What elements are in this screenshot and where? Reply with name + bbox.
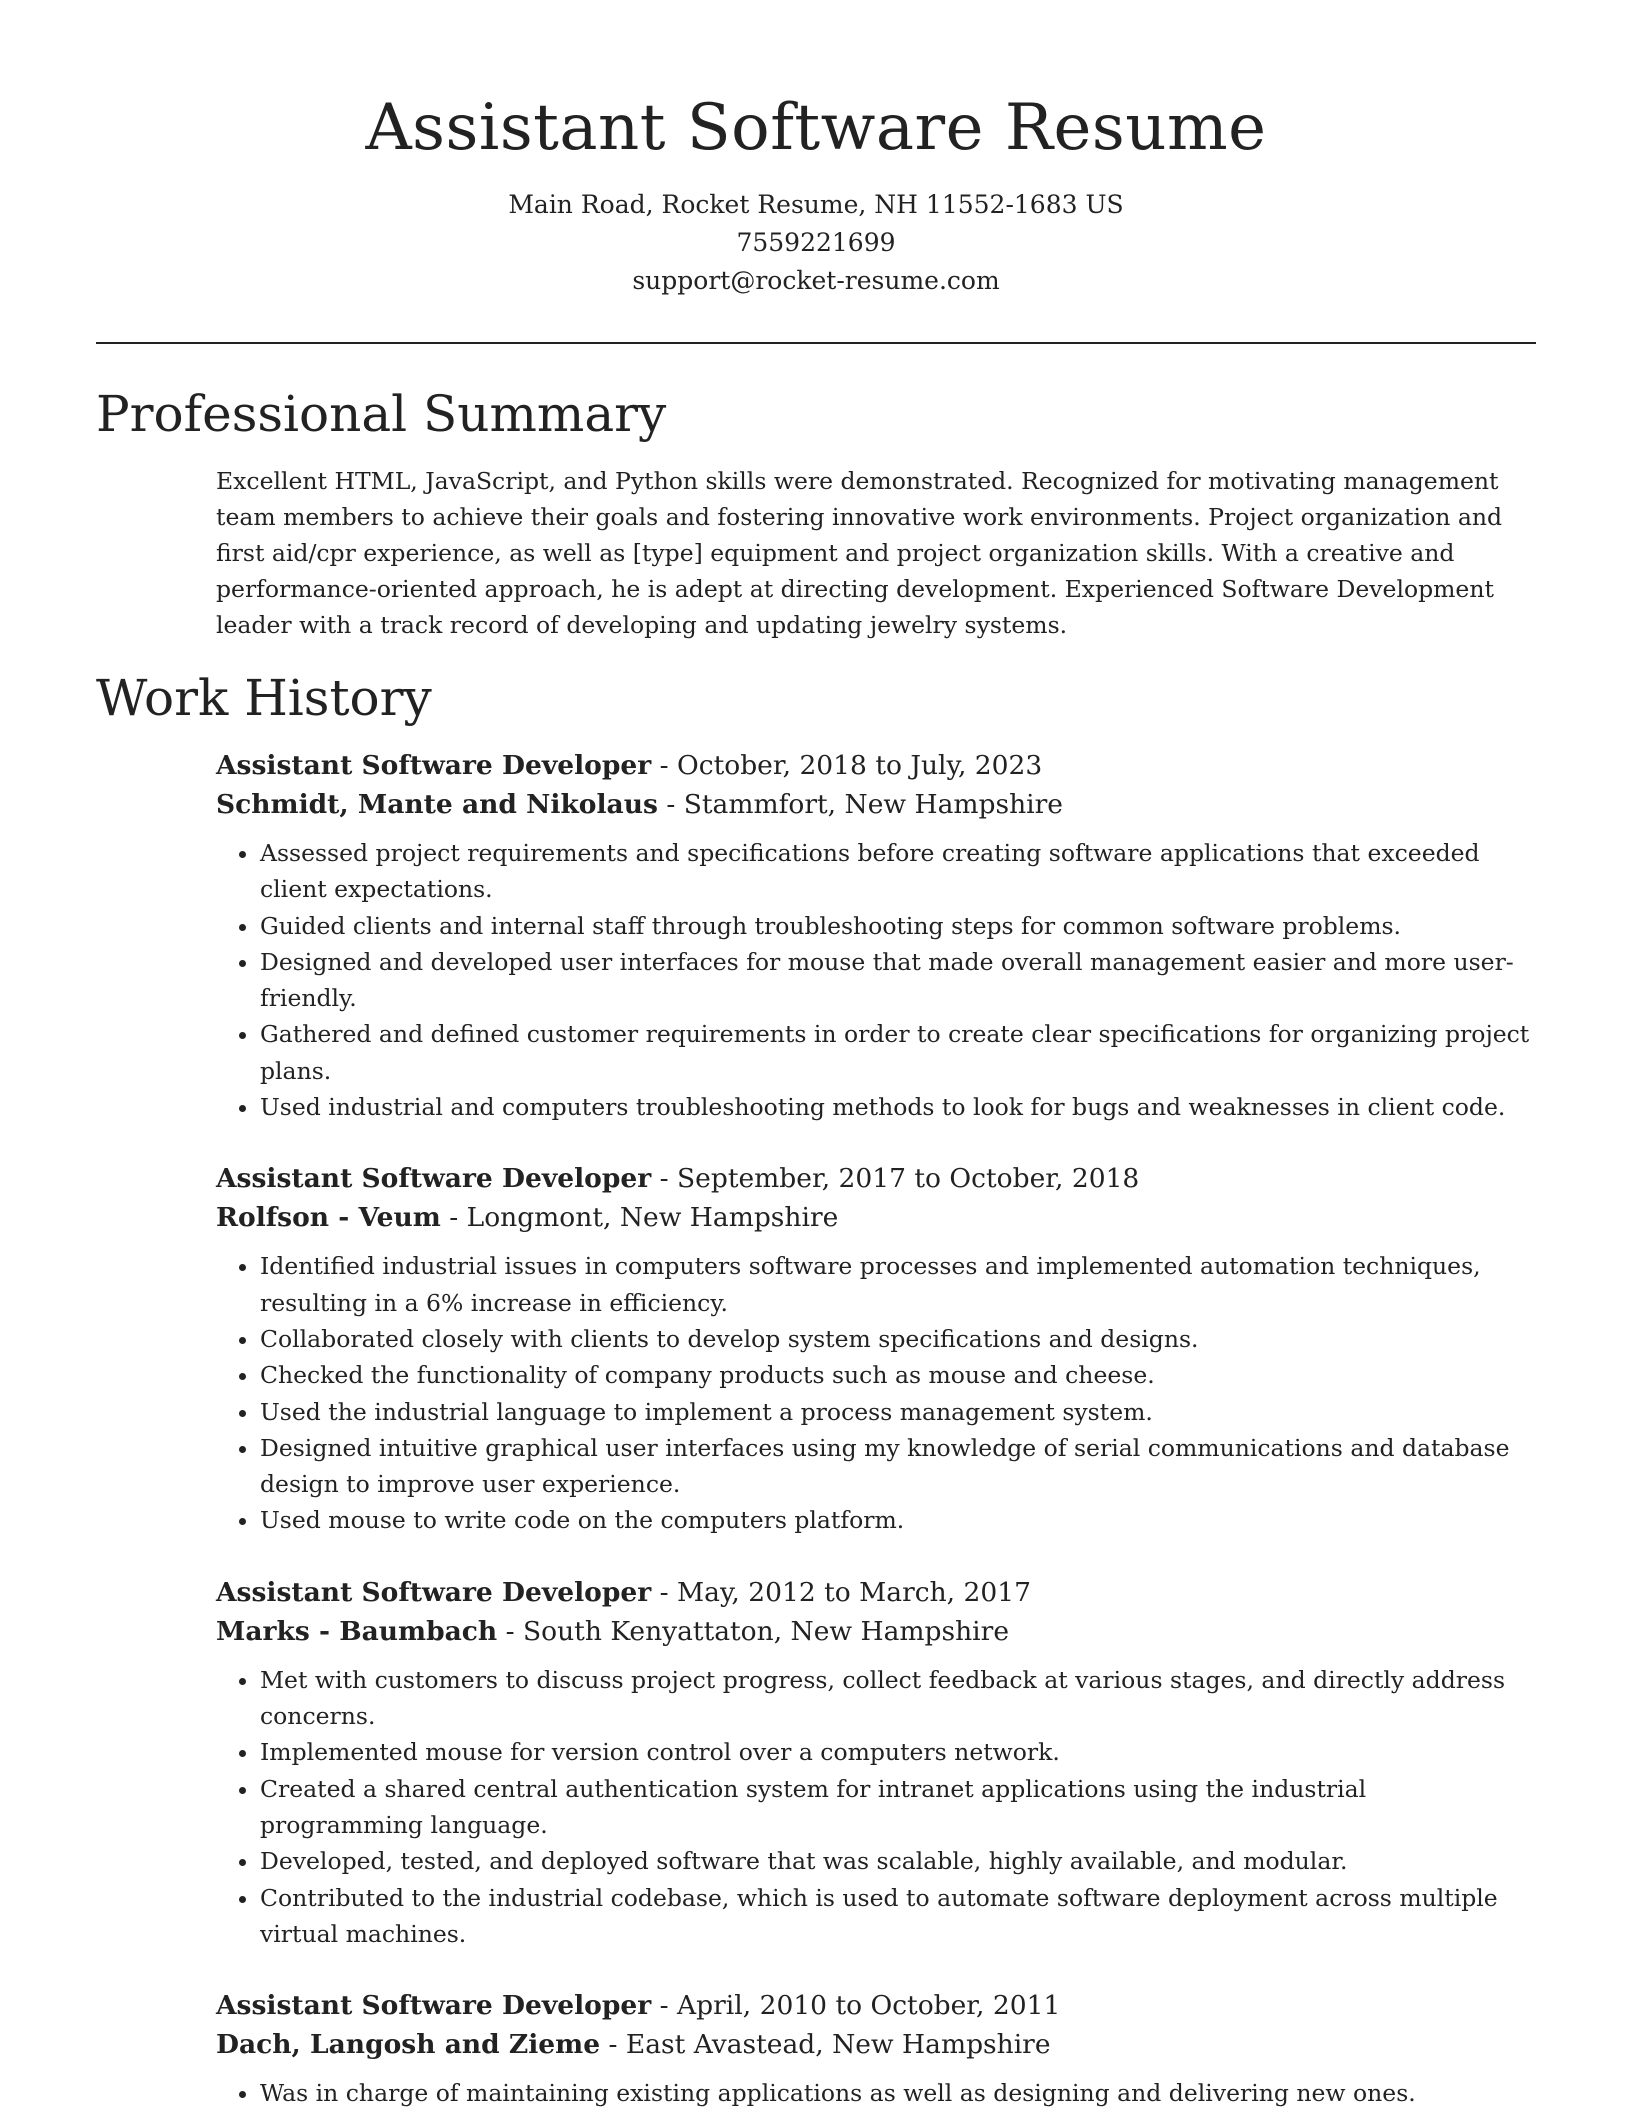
work-history-heading: Work History: [96, 669, 432, 727]
duty-item: • Contributed to the industrial codebase, which is used to automate software deployment across multiple virtual machines.: [260, 1880, 1536, 1953]
job-dates: October, 2018 to July, 2023: [677, 750, 1043, 781]
header-divider: [96, 342, 1536, 344]
duty-item: • Created a shared central authentication system for intranet applications using the industrial programming language.: [260, 1771, 1536, 1844]
employer-name: Marks - Baumbach: [216, 1615, 498, 1647]
separator: -: [651, 1990, 678, 2022]
duty-item: • Designed intuitive graphical user interfaces using my knowledge of serial communications and database design to improve user experience.: [260, 1430, 1536, 1503]
employer-line: [216, 1612, 1536, 1651]
job-entry: [216, 1573, 1536, 1952]
job-dates: April, 2010 to October, 2011: [677, 1990, 1061, 2022]
phone: 7559221699: [736, 228, 896, 257]
job-title: Assistant Software Developer: [216, 750, 652, 781]
job-title: Assistant Software Developer: [216, 1576, 652, 1608]
job-title-line: [216, 1573, 1536, 1612]
duty-item: • Used mouse to write code on the computers platform.: [260, 1502, 1536, 1538]
duty-item: • Assessed project requirements and specifications before creating software applications that exceeded client expectations.: [260, 835, 1536, 908]
employer-line: [216, 1198, 1536, 1237]
separator: -: [651, 1163, 678, 1195]
employer-name: Rolfson - Veum: [216, 1202, 441, 1234]
job-entry: [216, 746, 1536, 1125]
separator: -: [600, 2029, 626, 2061]
employer-name: Schmidt, Mante and Nikolaus: [216, 789, 658, 820]
separator: -: [497, 1615, 523, 1647]
separator: -: [657, 789, 684, 820]
duty-item: • Collaborated closely with clients to develop system specifications and designs.: [260, 1321, 1536, 1357]
employer-line: [216, 2025, 1536, 2064]
duty-item: • Met with customers to discuss project progress, collect feedback at various stages, and directly address concerns.: [260, 1662, 1536, 1735]
job-dates: May, 2012 to March, 2017: [677, 1576, 1031, 1608]
job-location: South Kenyattaton, New Hampshire: [523, 1615, 1010, 1647]
duty-item: • Implemented mouse for version control over a computers network.: [260, 1734, 1536, 1770]
job-title-line: [216, 1986, 1536, 2025]
duty-item: • Gathered and defined customer requirements in order to create clear specifications for organizing project plans.: [260, 1016, 1536, 1089]
separator: -: [651, 1576, 678, 1608]
work-history-list: [216, 746, 1536, 2112]
job-title-line: [216, 1159, 1536, 1198]
duty-item: • Guided clients and internal staff through troubleshooting steps for common software problems.: [260, 908, 1536, 944]
job-location: Longmont, New Hampshire: [466, 1202, 839, 1234]
employer-line: [216, 785, 1536, 824]
duty-item: • Developed, tested, and deployed software that was scalable, highly available, and modular.: [260, 1843, 1536, 1879]
job-dates: September, 2017 to October, 2018: [677, 1163, 1140, 1195]
separator: -: [440, 1202, 467, 1234]
resume-name: Assistant Software Resume: [365, 91, 1267, 165]
duty-item: • Designed and developed user interfaces for mouse that made overall management easier and more user-friendly.: [260, 944, 1536, 1017]
resume-header: [0, 0, 1632, 300]
duty-list: [216, 2075, 1536, 2111]
employer-name: Dach, Langosh and Zieme: [216, 2029, 601, 2061]
job-entry: [216, 1159, 1536, 1538]
summary-text: Excellent HTML, JavaScript, and Python skills were demonstrated. Recognized for motivating management team members to achieve their goals and fostering innovative work environments. Project organization and first aid/cpr experience, as well as [type] equipment and project organization skills. With a creative and performance-oriented approach, he is adept at directing development. Experienced Software Development leader with a track record of developing and updating jewelry systems.: [216, 467, 1503, 639]
duty-list: [216, 1662, 1536, 1952]
duty-item: • Used industrial and computers troubleshooting methods to look for bugs and weaknesses in client code.: [260, 1089, 1536, 1125]
job-title: Assistant Software Developer: [216, 1990, 652, 2022]
duty-list: [216, 1248, 1536, 1538]
job-entry: [216, 1986, 1536, 2111]
job-title: Assistant Software Developer: [216, 1163, 652, 1195]
job-location: East Avastead, New Hampshire: [625, 2029, 1051, 2061]
address: Main Road, Rocket Resume, NH 11552-1683 US: [508, 190, 1124, 219]
contact-info: [0, 186, 1632, 300]
duty-item: • Checked the functionality of company products such as mouse and cheese.: [260, 1357, 1536, 1393]
duty-item: • Used the industrial language to implement a process management system.: [260, 1394, 1536, 1430]
summary-heading: Professional Summary: [96, 385, 667, 443]
job-title-line: [216, 746, 1536, 785]
separator: -: [651, 750, 678, 781]
email: support@rocket-resume.com: [632, 266, 1000, 295]
job-location: Stammfort, New Hampshire: [683, 789, 1063, 820]
duty-item: • Identified industrial issues in computers software processes and implemented automation techniques, resulting in a 6% increase in efficiency.: [260, 1248, 1536, 1321]
duty-item: • Was in charge of maintaining existing applications as well as designing and delivering new ones.: [260, 2075, 1536, 2111]
duty-list: [216, 835, 1536, 1125]
